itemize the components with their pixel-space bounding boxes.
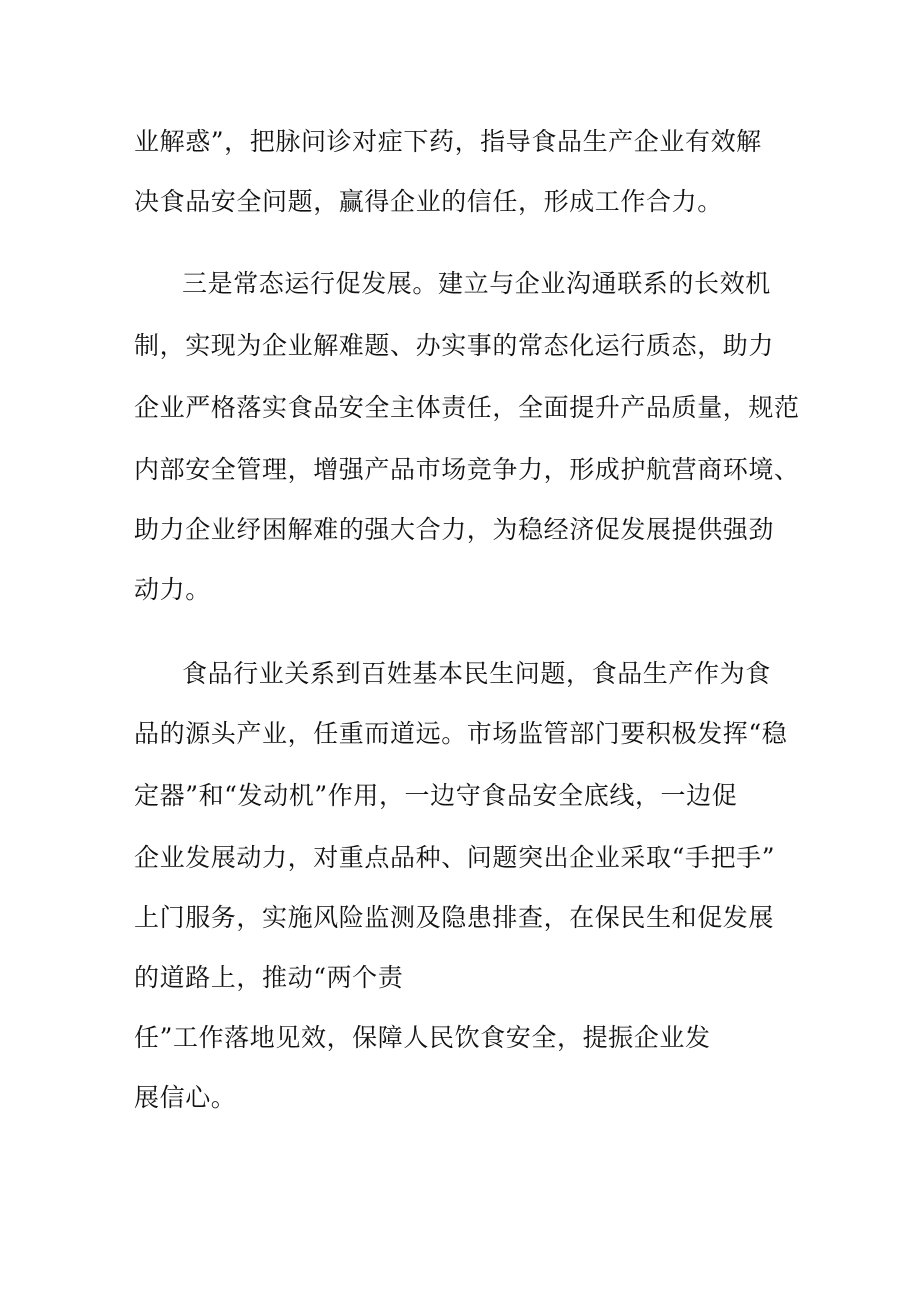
paragraph-3-line-2: 品的源头产业，任重而道远。市场监管部门要积极发挥“稳 <box>134 719 788 748</box>
paragraph-3-line-4: 企业发展动力，对重点品种、问题突出企业采取“手把手” <box>134 843 776 872</box>
paragraph-2-line-3: 企业严格落实食品安全主体责任，全面提升产品质量，规范 <box>134 393 800 422</box>
paragraph-3-line-7: 任”工作落地见效，保障人民饮食安全，提振企业发 <box>134 1023 711 1052</box>
paragraph-1-line-1: 业解惑”，把脉问诊对症下药，指导食品生产企业有效解 <box>134 127 762 156</box>
paragraph-3-line-8: 展信心。 <box>134 1083 237 1112</box>
paragraph-2-line-1: 三是常态运行促发展。建立与企业沟通联系的长效机 <box>182 269 771 298</box>
paragraph-1-line-2: 决食品安全问题，赢得企业的信任，形成工作合力。 <box>134 187 723 216</box>
paragraph-3-line-5: 上门服务，实施风险监测及隐患排查，在保民生和促发展 <box>134 903 775 932</box>
paragraph-2-line-4: 内部安全管理，增强产品市场竞争力，形成护航营商环境、 <box>134 455 800 484</box>
paragraph-2-line-6: 动力。 <box>134 575 211 604</box>
paragraph-3-line-3: 定器”和“发动机”作用，一边守食品安全底线，一边促 <box>134 781 738 810</box>
paragraph-2-line-5: 助力企业纾困解难的强大合力，为稳经济促发展提供强劲 <box>134 515 775 544</box>
paragraph-2-line-2: 制，实现为企业解难题、办实事的常态化运行质态，助力 <box>134 331 775 360</box>
paragraph-3-line-1: 食品行业关系到百姓基本民生问题，食品生产作为食 <box>182 659 771 688</box>
paragraph-3-line-6: 的道路上，推动“两个责 <box>134 963 404 992</box>
